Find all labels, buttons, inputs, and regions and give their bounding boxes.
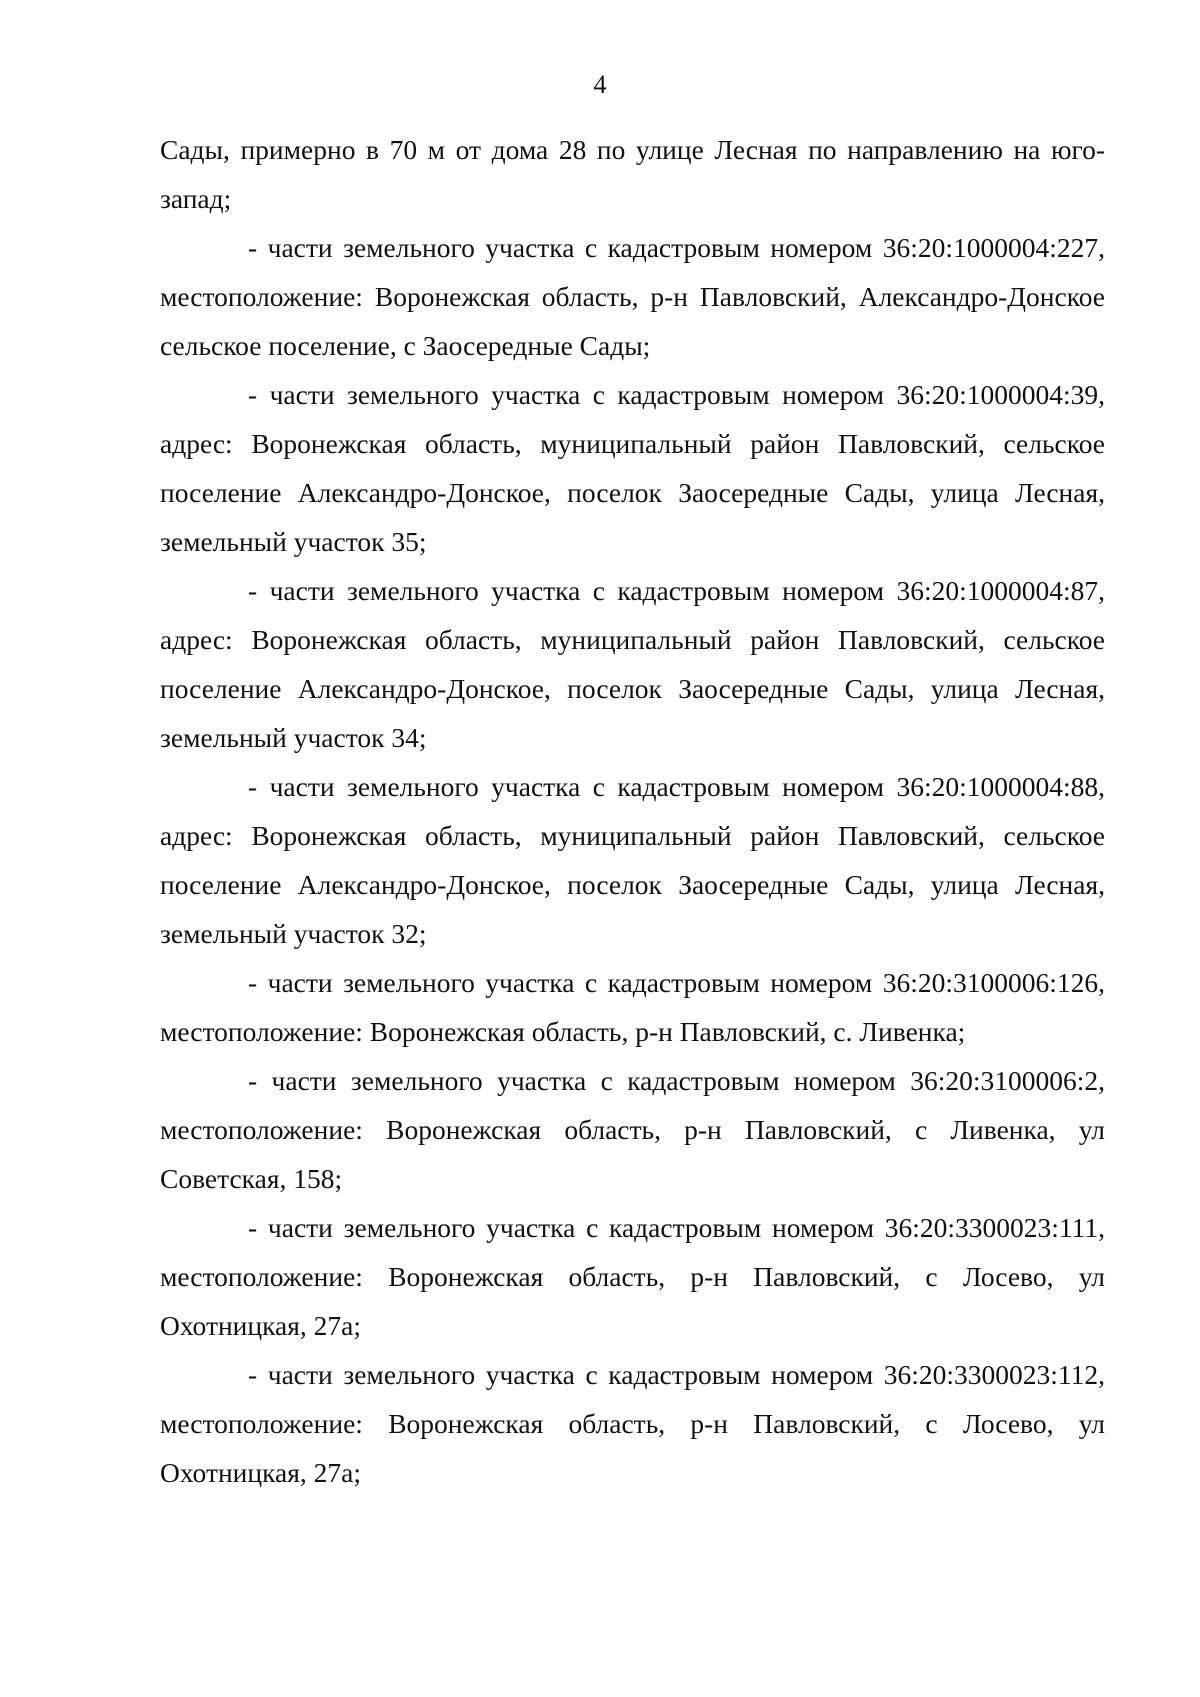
page-number: 4 xyxy=(593,70,607,99)
paragraph-land-plot-88: - части земельного участка с кадастровым номером 36:20:1000004:88, адрес: Воронежская область, муниципальный район Павловский, сельское поселение Александро-Донское, поселок Заосередные Сады, улица Лесная, земельный участок 32; xyxy=(160,771,1105,949)
paragraph-continuation: Сады, примерно в 70 м от дома 28 по улице Лесная по направлению на юго-запад; xyxy=(160,134,1105,214)
paragraph-land-plot-126: - части земельного участка с кадастровым номером 36:20:3100006:126, местоположение: Воронежская область, р-н Павловский, с. Ливенка; xyxy=(160,967,1105,1047)
paragraph-land-plot-39: - части земельного участка с кадастровым номером 36:20:1000004:39, адрес: Воронежская область, муниципальный район Павловский, сельское поселение Александро-Донское, поселок Заосередные Сады, улица Лесная, земельный участок 35; xyxy=(160,379,1105,557)
paragraph-land-plot-87: - части земельного участка с кадастровым номером 36:20:1000004:87, адрес: Воронежская область, муниципальный район Павловский, сельское поселение Александро-Донское, поселок Заосередные Сады, улица Лесная, земельный участок 34; xyxy=(160,575,1105,753)
document-body xyxy=(160,125,1105,1497)
paragraph-land-plot-111: - части земельного участка с кадастровым номером 36:20:3300023:111, местоположение: Воронежская область, р-н Павловский, с Лосево, ул Охотницкая, 27а; xyxy=(160,1212,1105,1341)
paragraph-land-plot-2: - части земельного участка с кадастровым номером 36:20:3100006:2, местоположение: Воронежская область, р-н Павловский, с Ливенка, ул Советская, 158; xyxy=(160,1065,1105,1194)
paragraph-land-plot-227: - части земельного участка с кадастровым номером 36:20:1000004:227, местоположение: Воронежская область, р-н Павловский, Александро-Донское сельское поселение, с Заосередные Сады; xyxy=(160,232,1105,361)
paragraph-land-plot-112: - части земельного участка с кадастровым номером 36:20:3300023:112, местоположение: Воронежская область, р-н Павловский, с Лосево, ул Охотницкая, 27а; xyxy=(160,1359,1105,1488)
